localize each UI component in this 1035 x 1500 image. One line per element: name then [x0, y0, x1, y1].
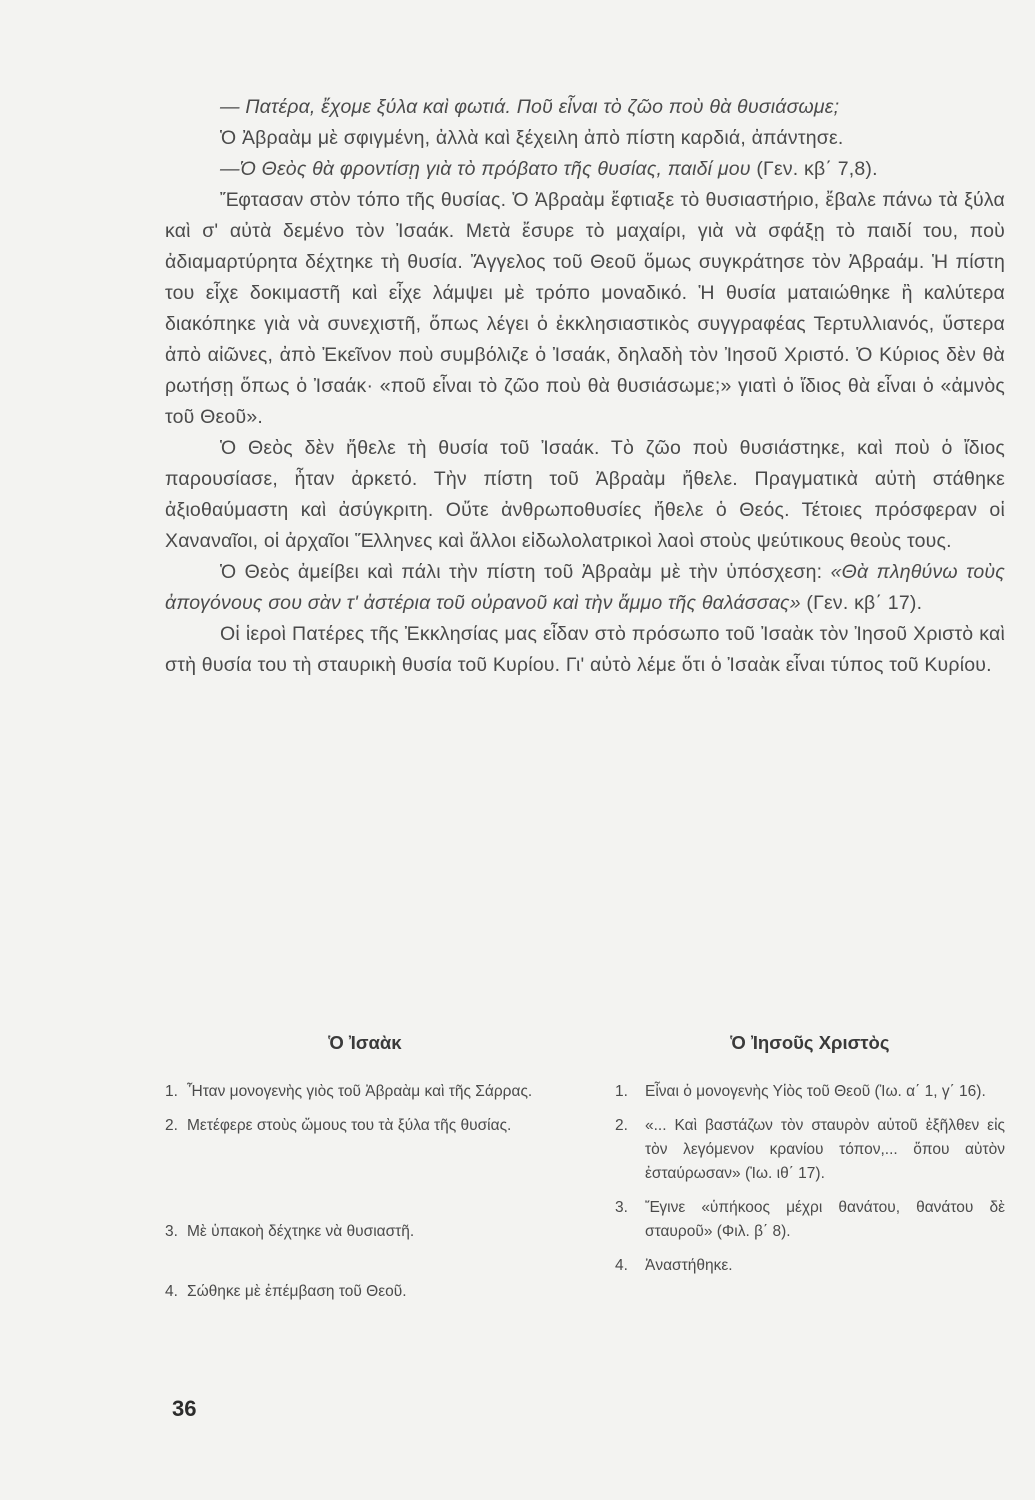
comparison-table: [165, 1032, 1005, 1304]
item-text: Εἶναι ὁ μονογενὴς Υἱὸς τοῦ Θεοῦ (Ἰω. α΄ 1, γ΄ 16).: [645, 1083, 986, 1100]
item-number: 2.: [165, 1117, 178, 1134]
item-text: Μετέφερε στοὺς ὤμους του τὰ ξύλα τῆς θυσίας.: [187, 1117, 512, 1134]
paragraph-church-fathers: Οἱ ἱεροὶ Πατέρες τῆς Ἐκκλησίας μας εἶδαν στὸ πρόσωπο τοῦ Ἰσαὰκ τὸν Ἰησοῦ Χριστὸ καὶ στὴ θυσία του τὴ σταυρικὴ θυσία τοῦ Κυρίου. Γι' αὐτὸ λέμε ὅτι ὁ Ἰσαὰκ εἶναι τύπος τοῦ Κυρίου.: [165, 623, 1005, 676]
paragraph-abraham-answer: Ὁ Ἀβραὰμ μὲ σφιγμένη, ἀλλὰ καὶ ξέχειλη ἀπὸ πίστη καρδιά, ἀπάντησε.: [220, 127, 844, 149]
item-text: Ἀναστήθηκε.: [645, 1257, 733, 1274]
list-item: [165, 1114, 565, 1138]
item-number: 3.: [165, 1223, 178, 1240]
item-text: Ἔγινε «ὑπήκοος μέχρι θανάτου, θανάτου δὲ σταυροῦ» (Φιλ. β΄ 8).: [645, 1199, 1005, 1240]
column-jesus-christ: [615, 1032, 1005, 1304]
item-text: «... Καὶ βαστάζων τὸν σταυρὸν αὐτοῦ ἐξῆλθεν εἰς τὸν λεγόμενον κρανίου τόπον,... ὅπου αὐτὸν ἐσταύρωσαν» (Ἰω. ιθ΄ 17).: [645, 1117, 1005, 1182]
list-item: [615, 1196, 1005, 1244]
item-number: 4.: [165, 1283, 178, 1300]
paragraph-god-did-not-want: Ὁ Θεὸς δὲν ἤθελε τὴ θυσία τοῦ Ἰσαάκ. Τὸ ζῶο ποὺ θυσιάστηκε, καὶ ποὺ ὁ ἴδιος παρουσίασε, ἦταν ἀρκετό. Τὴν πίστη τοῦ Ἀβραὰμ ἤθελε. Πραγματικὰ αὐτὴ στάθηκε ἀξιοθαύμαστη καὶ ἀσύγκριτη. Οὔτε ἀνθρωποθυσίες ἤθελε ὁ Θεός. Τέτοιες πρόσφεραν οἱ Χαναναῖοι, οἱ ἀρχαῖοι Ἕλληνες καὶ ἄλλοι εἰδωλολατρικοὶ λαοὶ στοὺς ψεύτικους θεοὺς τους.: [165, 437, 1005, 552]
column-heading-isaac: Ὁ Ἰσαὰκ: [328, 1032, 402, 1053]
quote-text: —Ὁ Θεὸς θὰ φροντίσῃ γιὰ τὸ πρόβατο τῆς θυσίας, παιδί μου: [220, 158, 751, 180]
list-item: [165, 1080, 565, 1104]
item-number: 1.: [615, 1083, 628, 1100]
main-text: [165, 92, 1005, 681]
item-number: 2.: [615, 1117, 628, 1134]
list-item: [165, 1220, 565, 1244]
list-item: [615, 1080, 1005, 1104]
list-item: [615, 1114, 1005, 1186]
paragraph-sacrifice-narrative: Ἔφτασαν στὸν τόπο τῆς θυσίας. Ὁ Ἀβραὰμ ἔφτιαξε τὸ θυσιαστήριο, ἔβαλε πάνω τὰ ξύλα καὶ σ' αὐτὰ δεμένο τὸν Ἰσαάκ. Μετὰ ἔσυρε τὸ μαχαίρι, γιὰ νὰ σφάξῃ τὸ παιδί του, ποὺ ἀδιαμαρτύρητα δέχτηκε τὴ θυσία. Ἄγγελος τοῦ Θεοῦ ὅμως συγκράτησε τὸν Ἀβραάμ. Ἡ πίστη του εἶχε δοκιμαστῆ καὶ εἶχε λάμψει μὲ τρόπο μοναδικό. Ἡ θυσία ματαιώθηκε ἢ καλύτερα διακόπηκε γιὰ νὰ συνεχιστῆ, ὅπως λέγει ὁ ἐκκλησιαστικὸς συγγραφέας Τερτυλλιανός, ὕστερα ἀπὸ αἰῶνες, ἀπὸ Ἐκεῖνον ποὺ συμβόλιζε ὁ Ἰσαάκ, δηλαδὴ τὸν Ἰησοῦ Χριστό. Ὁ Κύριος δὲν θὰ ρωτήσῃ ὅπως ὁ Ἰσαάκ· «ποῦ εἶναι τὸ ζῶο ποὺ θὰ θυσιάσωμε;» γιατὶ ὁ ἴδιος θὰ εἶναι ὁ «ἀμνὸς τοῦ Θεοῦ».: [165, 189, 1005, 428]
item-text: Μὲ ὑπακοὴ δέχτηκε νὰ θυσιαστῆ.: [187, 1223, 415, 1240]
promise-quote: «Θὰ πληθύνω τοὺς ἀπογόνους σου σὰν τ' ἀστέρια τοῦ οὐρανοῦ καὶ τὴν ἄμμο τῆς θαλάσσας»: [165, 561, 1005, 614]
column-heading-jesus-christ: Ὁ Ἰησοῦς Χριστὸς: [730, 1032, 890, 1053]
item-text: Σώθηκε μὲ ἐπέμβαση τοῦ Θεοῦ.: [187, 1283, 407, 1300]
scripture-reference: (Γεν. κβ΄ 7,8).: [756, 158, 878, 180]
column-isaac: [165, 1032, 565, 1304]
item-number: 3.: [615, 1199, 628, 1216]
page-number: 36: [172, 1396, 197, 1421]
list-item: [615, 1254, 1005, 1278]
scripture-reference: (Γεν. κβ΄ 17).: [806, 592, 923, 614]
paragraph-dialogue-question: — Πατέρα, ἔχομε ξύλα καὶ φωτιά. Ποῦ εἶναι τὸ ζῶο ποὺ θὰ θυσιάσωμε;: [220, 96, 840, 118]
item-number: 1.: [165, 1083, 178, 1100]
item-text: Ἦταν μονογενὴς γιὸς τοῦ Ἀβραὰμ καὶ τῆς Σάρρας.: [187, 1083, 533, 1100]
paragraph-promise: [165, 557, 1005, 619]
list-item: [165, 1280, 565, 1304]
item-number: 4.: [615, 1257, 628, 1274]
promise-intro: Ὁ Θεὸς ἀμείβει καὶ πάλι τὴν πίστη τοῦ Ἀβραὰμ μὲ τὴν ὑπόσχεση:: [220, 561, 823, 583]
paragraph-god-provides: [165, 154, 1005, 185]
